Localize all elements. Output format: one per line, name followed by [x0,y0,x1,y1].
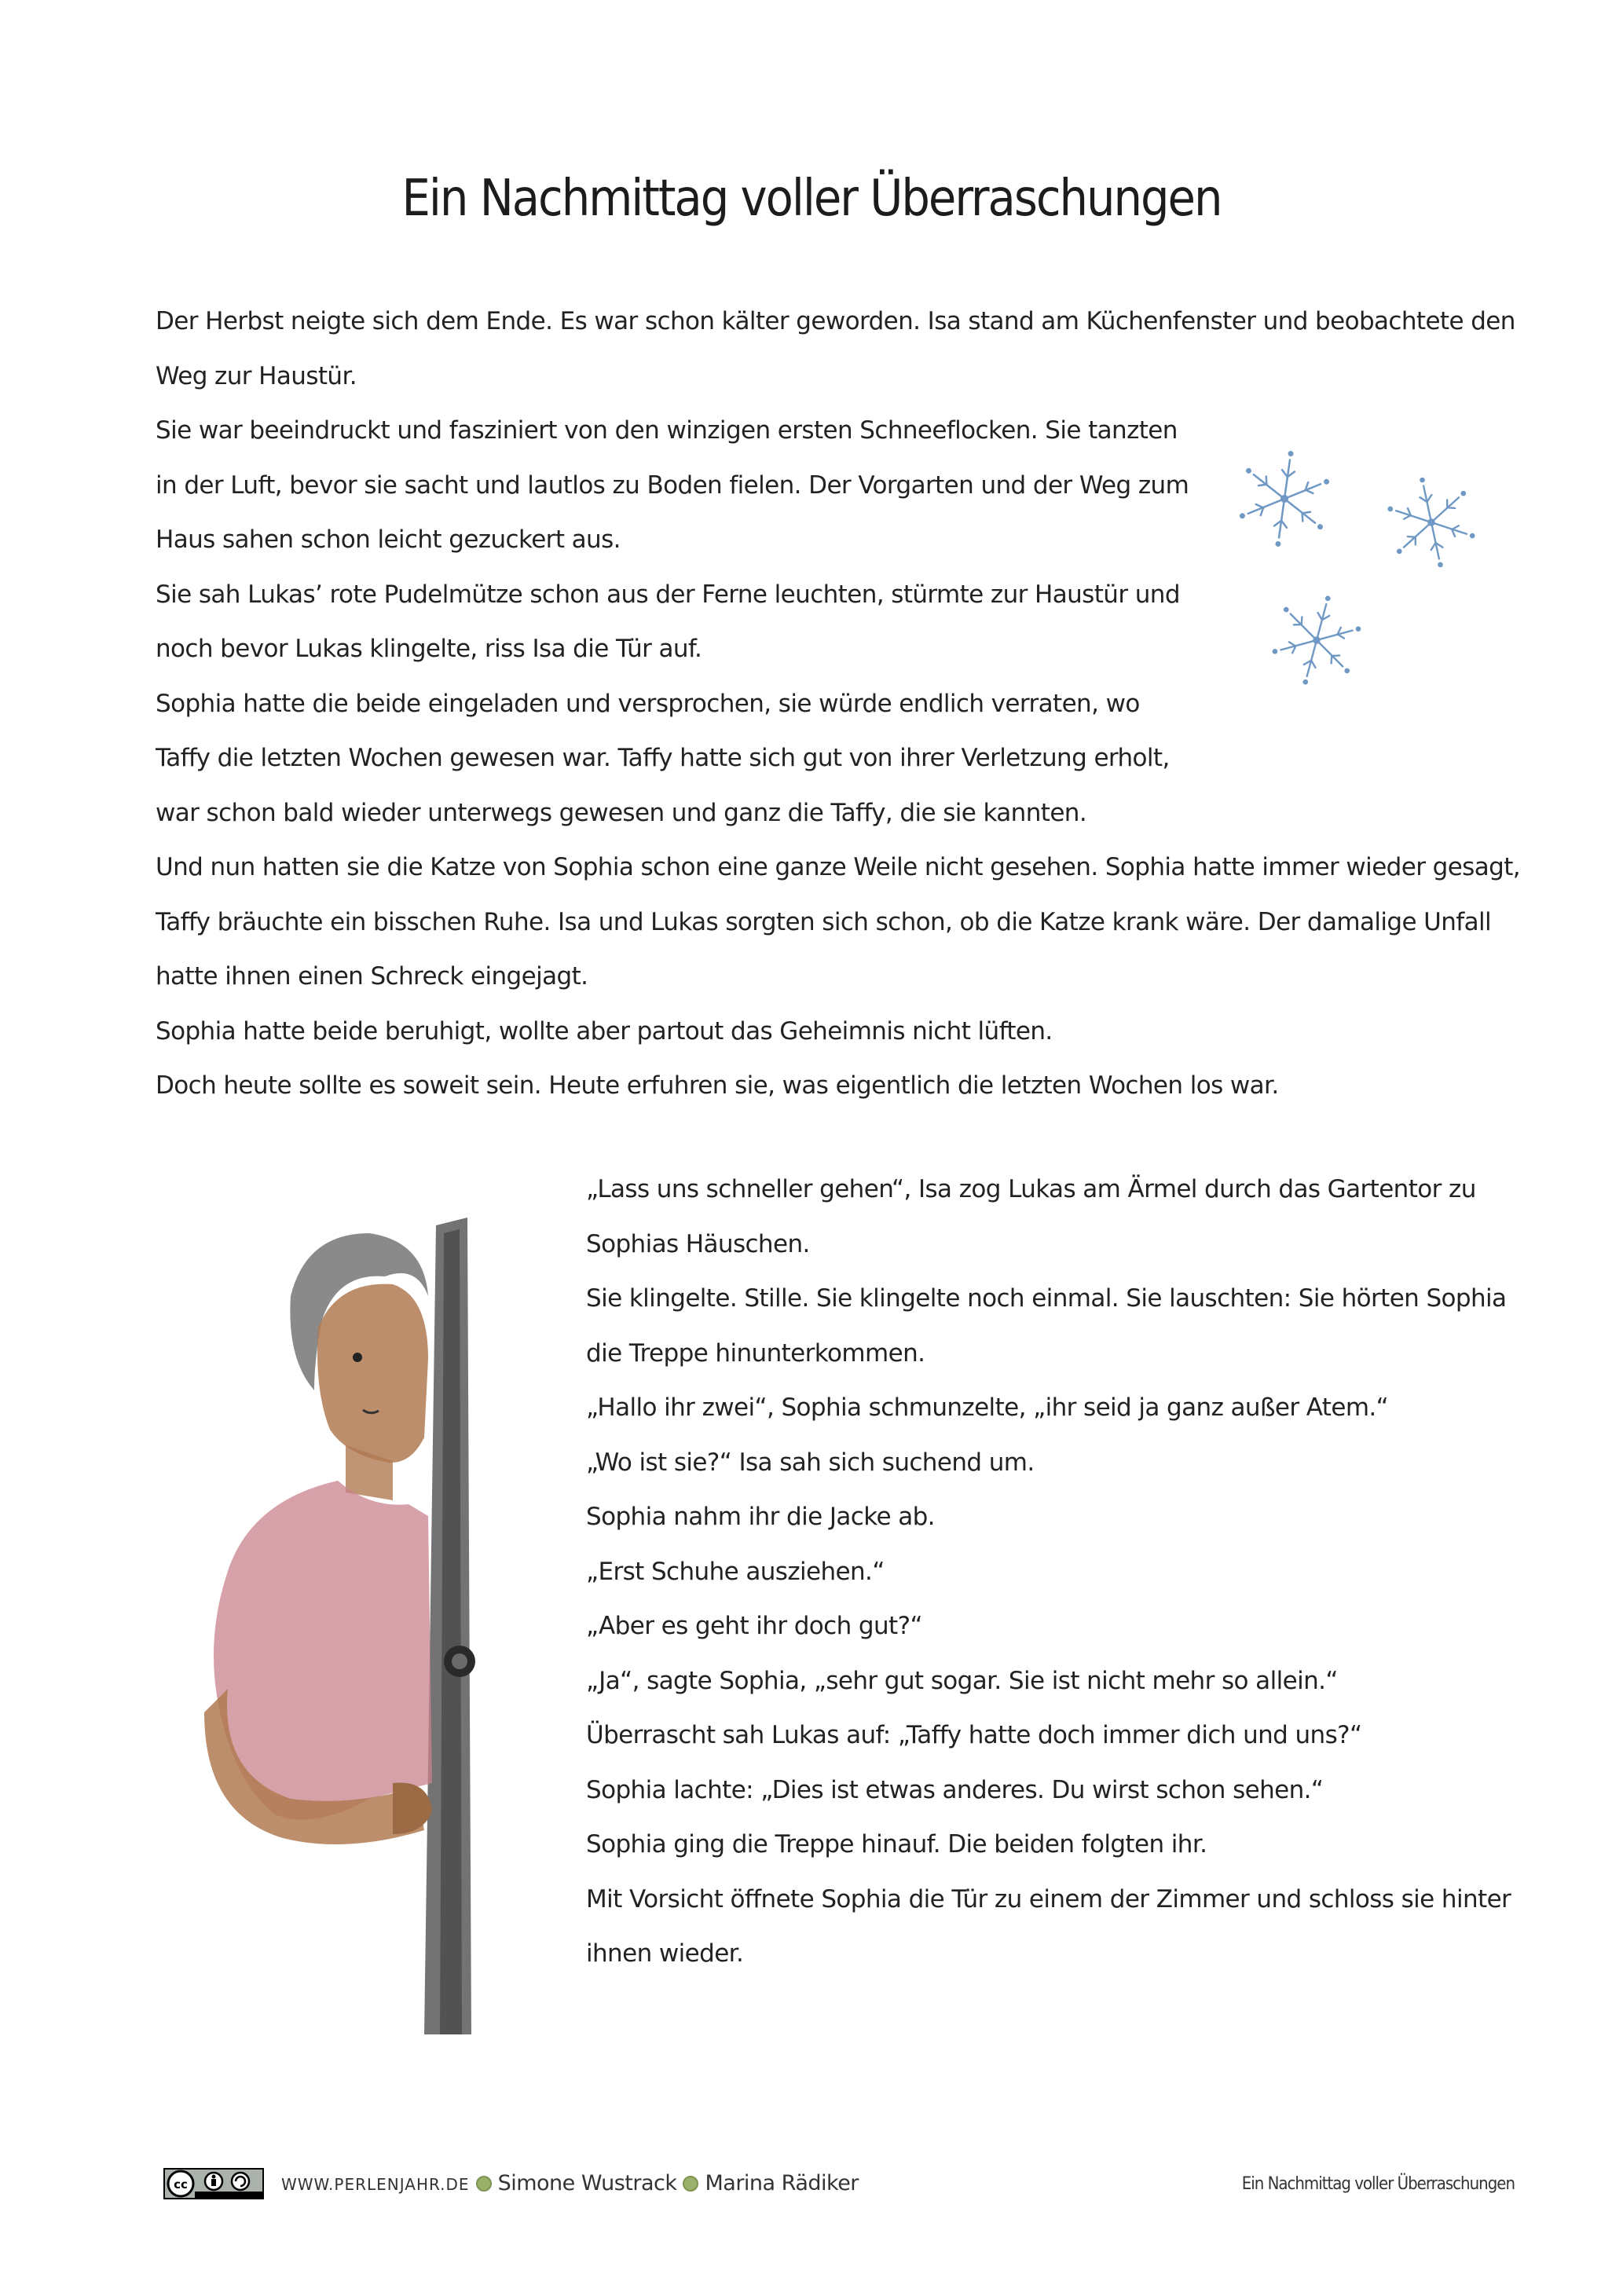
dialogue-line: Sophia lachte: „Dies ist etwas anderes. Du wirst schon sehen.“ [586,1775,1324,1804]
paragraph: Und nun hatten sie die Katze von Sophia schon eine ganze Weile nicht gesehen. Sophia hatte immer wieder gesagt, Taffy bräuchte ein bisschen Ruhe. Isa und Lukas sorgten sich schon, ob die Katze krank wäre. Der damalige Unfall hatte ihnen einen Schreck eingejagt. [156,853,1521,991]
snowflake-icon [1266,585,1367,694]
snowflake-icon [1236,445,1332,553]
dialogue-line: „Ja“, sagte Sophia, „sehr gut sogar. Sie ist nicht mehr so allein.“ [586,1666,1338,1695]
dialogue-line: Mit Vorsicht öffnete Sophia die Tür zu einem der Zimmer und schloss sie hinter ihnen wieder. [586,1884,1511,1968]
dialogue-line: Sophia nahm ihr die Jacke ab. [586,1503,935,1531]
narrow-column [156,404,1200,840]
story-intro [156,295,1538,1114]
footer-url[interactable]: WWW.PERLENJAHR.DE [281,2175,470,2194]
dialogue-line: „Lass uns schneller gehen“, Isa zog Lukas am Ärmel durch das Gartentor zu Sophias Häuschen. [586,1175,1476,1258]
footer-author: Simone Wustrack [497,2171,677,2195]
svg-text:cc: cc [174,2177,188,2192]
footer-credits [281,2171,859,2195]
paragraph: Sie war beeindruckt und fasziniert von den winzigen ersten Schneeflocken. Sie tanzten in der Luft, bevor sie sacht und lautlos zu Boden fielen. Der Vorgarten und der Weg zum Haus sahen schon leicht gezuckert aus. [156,416,1189,554]
dialogue-line: Überrascht sah Lukas auf: „Taffy hatte doch immer dich und uns?“ [586,1721,1362,1749]
dialogue-column [586,1163,1513,1982]
cc-license-icon [163,2168,264,2199]
paragraph: Sie sah Lukas’ rote Pudelmütze schon aus der Ferne leuchten, stürmte zur Haustür und noch bevor Lukas klingelte, riss Isa die Tür auf. [156,580,1180,663]
paragraph: Sophia hatte die beide eingeladen und versprochen, sie würde endlich verraten, wo Taffy die letzten Wochen gewesen war. Taffy hatte sich gut von ihrer Verletzung erholt, war schon bald wieder unterwegs gewesen und ganz die Taffy, die sie kannten. [156,689,1170,827]
dialogue-line: „Aber es geht ihr doch gut?“ [586,1612,922,1640]
paragraph: Doch heute sollte es soweit sein. Heute erfuhren sie, was eigentlich die letzten Wochen los war. [156,1071,1279,1100]
dot-icon [476,2176,492,2192]
dialogue-line: „Hallo ihr zwei“, Sophia schmunzelte, „ihr seid ja ganz außer Atem.“ [586,1393,1389,1422]
paragraph: Sophia hatte beide beruhigt, wollte aber partout das Geheimnis nicht lüften. [156,1016,1053,1045]
snowflakes-illustration [1225,440,1516,699]
page-footer [163,2168,1515,2199]
page-title: Ein Nachmittag voller Überraschungen [401,170,1222,228]
dialogue-line: Sie klingelte. Stille. Sie klingelte noch einmal. Sie lauschten: Sie hörten Sophia die Treppe hinunterkommen. [586,1284,1507,1368]
footer-title: Ein Nachmittag voller Überraschungen [1241,2174,1515,2194]
dialogue-line: „Erst Schuhe ausziehen.“ [586,1557,885,1586]
sophia-at-door-illustration [157,1202,526,2034]
snowflake-icon [1383,469,1480,575]
dot-icon [683,2176,698,2192]
dialogue-line: „Wo ist sie?“ Isa sah sich suchend um. [586,1448,1035,1477]
dialogue-line: Sophia ging die Treppe hinauf. Die beiden folgten ihr. [586,1830,1207,1858]
paragraph: Der Herbst neigte sich dem Ende. Es war schon kälter geworden. Isa stand am Küchenfenster und beobachtete den Weg zur Haustür. [156,307,1515,390]
footer-author: Marina Rädiker [705,2171,859,2195]
